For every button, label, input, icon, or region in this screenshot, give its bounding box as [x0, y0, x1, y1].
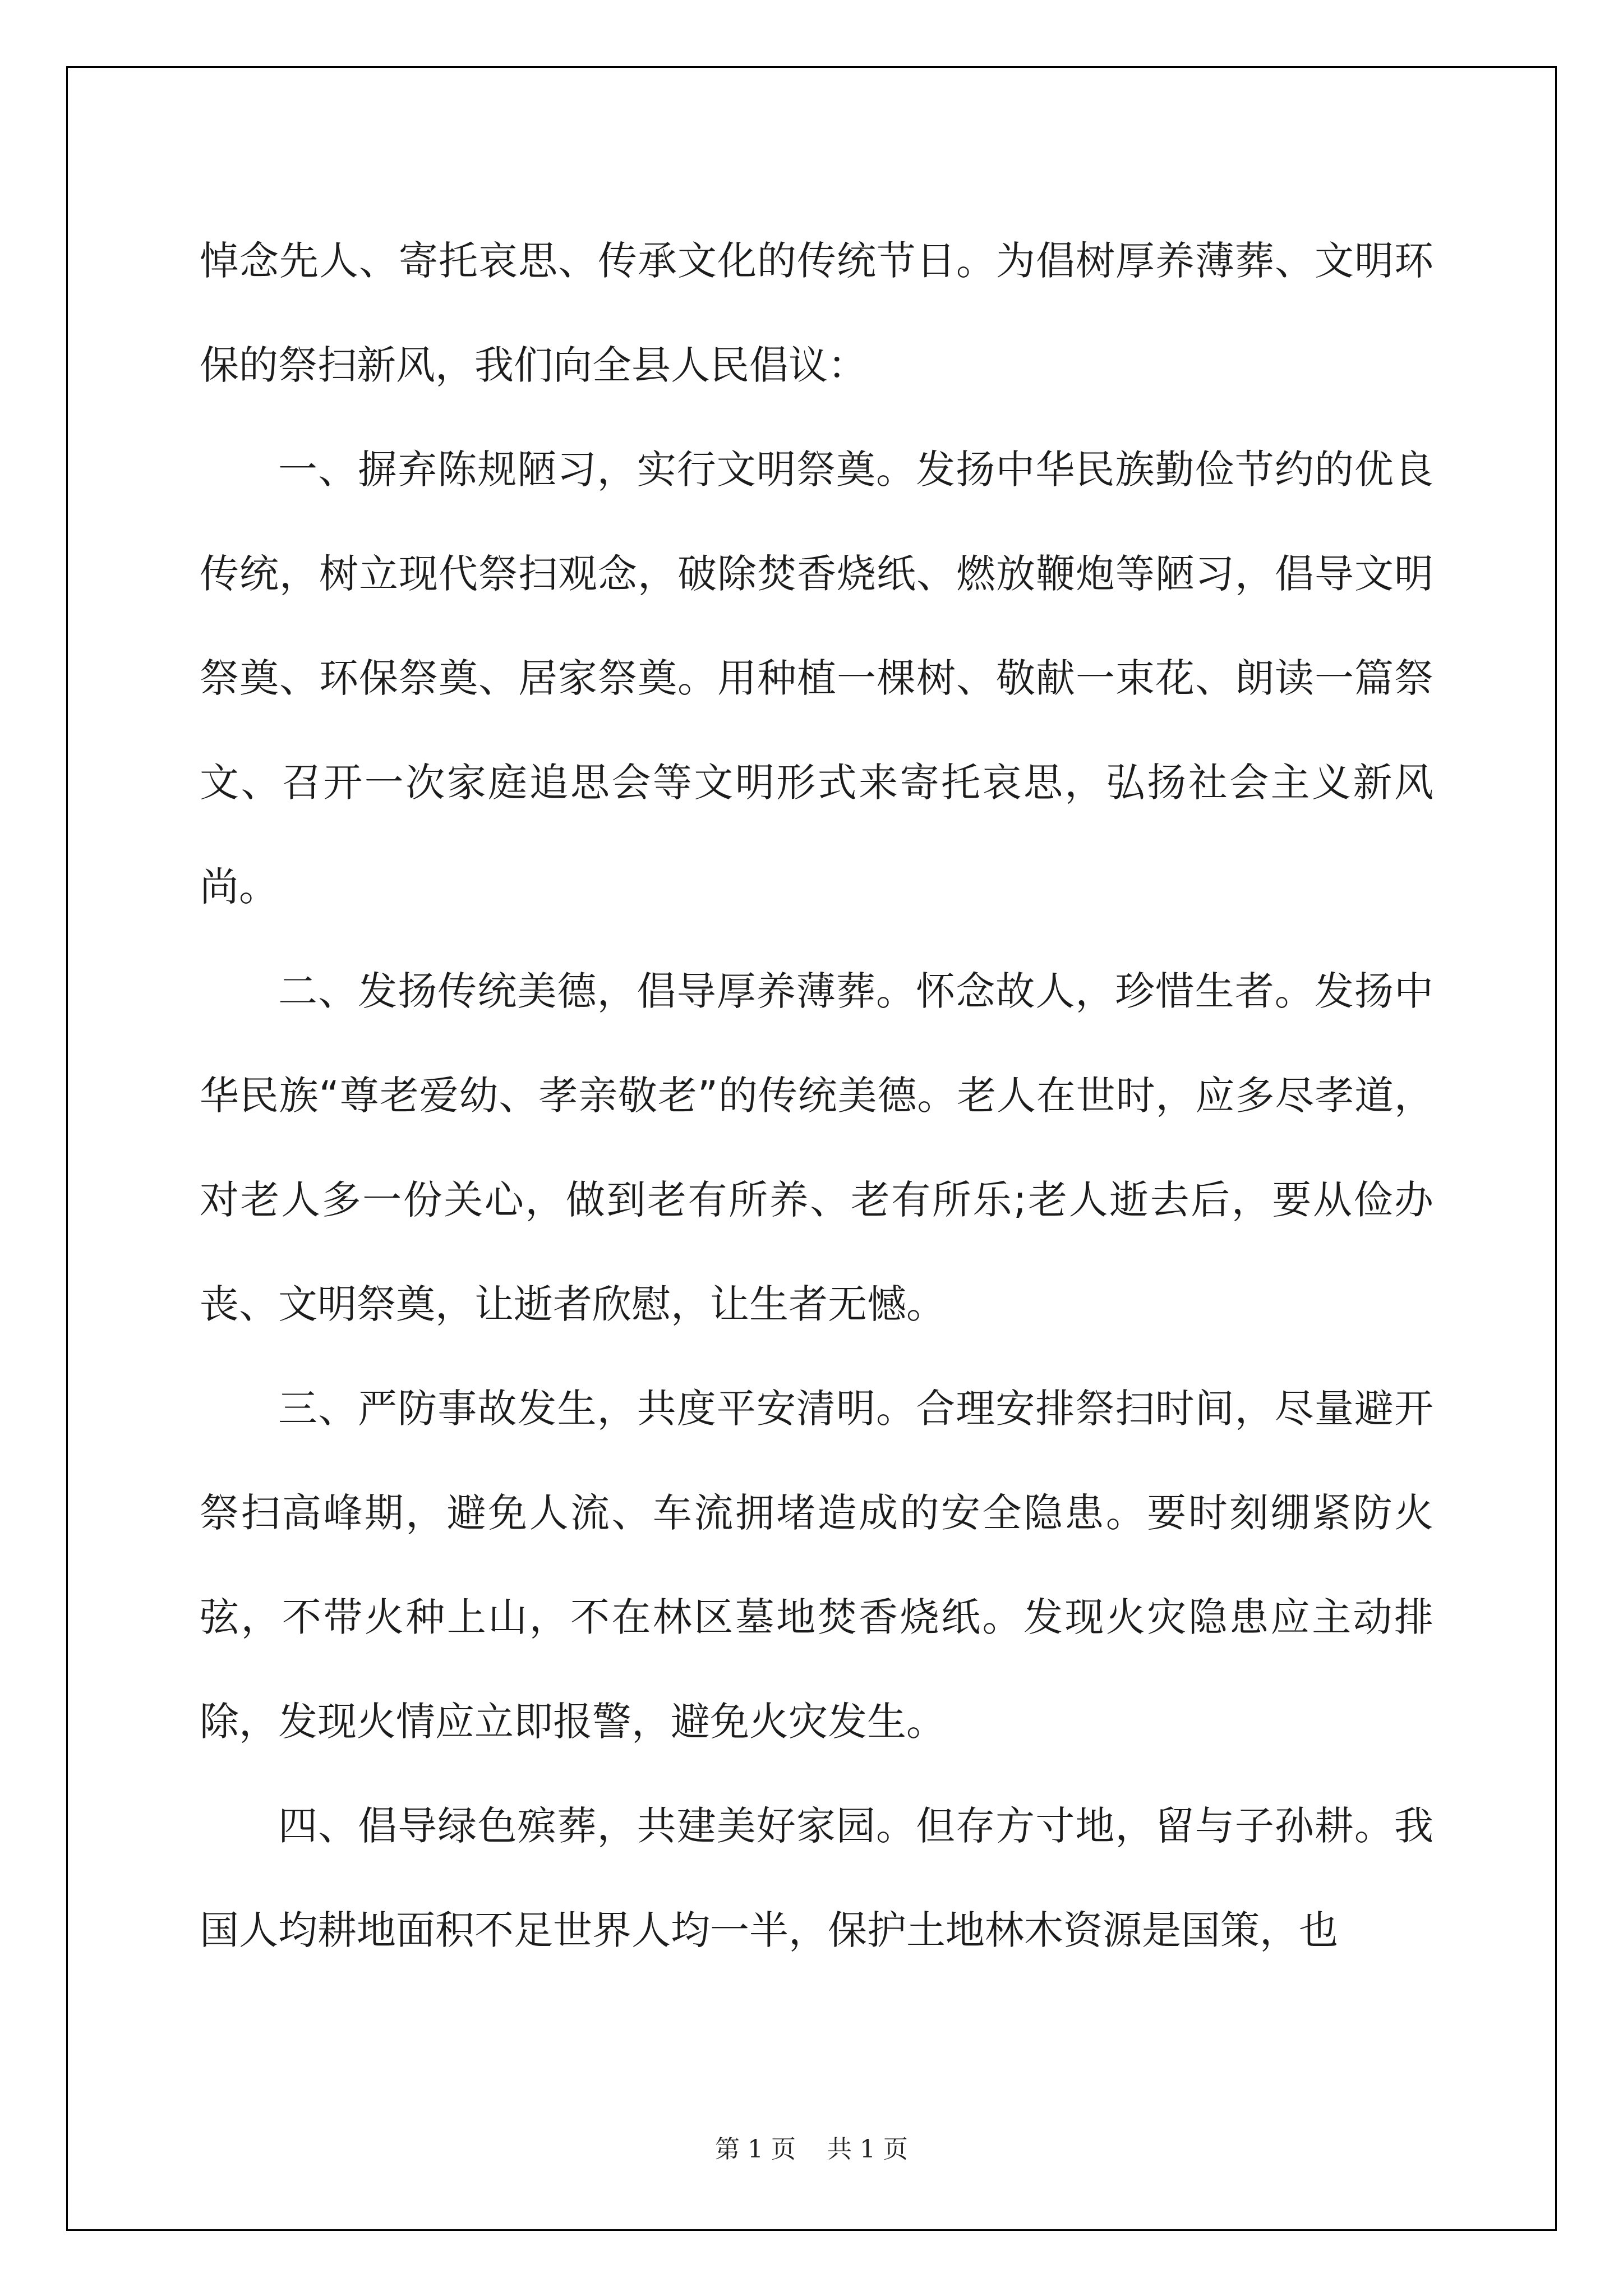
paragraph-item-2: 二、发扬传统美德，倡导厚养薄葬。怀念故人，珍惜生者。发扬中华民族“尊老爱幼、孝亲敬老”的传统美德。老人在世时，应多尽孝道，对老人多一份关心，做到老有所养、老有所乐;老人逝去后，要从俭办丧、文明祭奠，让逝者欣慰，让生者无憾。 — [200, 968, 1433, 1327]
paragraph-item-4: 四、倡导绿色殡葬，共建美好家园。但存方寸地，留与子孙耕。我国人均耕地面积不足世界人均一半，保护土地林木资源是国策，也 — [200, 1803, 1433, 1953]
page-footer: 第 1 页 共 1 页 — [715, 2135, 908, 2164]
paragraph-intro: 悼念先人、寄托哀思、传承文化的传统节日。为倡树厚养薄葬、文明环保的祭扫新风，我们向全县人民倡议： — [200, 238, 1433, 388]
paragraph-item-1: 一、摒弃陈规陋习，实行文明祭奠。发扬中华民族勤俭节约的优良传统，树立现代祭扫观念，破除焚香烧纸、燃放鞭炮等陋习，倡导文明祭奠、环保祭奠、居家祭奠。用种植一棵树、敬献一束花、朗读一篇祭文、召开一次家庭追思会等文明形式来寄托哀思，弘扬社会主义新风尚。 — [200, 447, 1433, 910]
document-body — [200, 209, 1433, 1982]
paragraph-item-3: 三、严防事故发生，共度平安清明。合理安排祭扫时间，尽量避开祭扫高峰期，避免人流、车流拥堵造成的安全隐患。要时刻绷紧防火弦，不带火种上山，不在林区墓地焚香烧纸。发现火灾隐患应主动排除，发现火情应立即报警，避免火灾发生。 — [200, 1386, 1433, 1745]
